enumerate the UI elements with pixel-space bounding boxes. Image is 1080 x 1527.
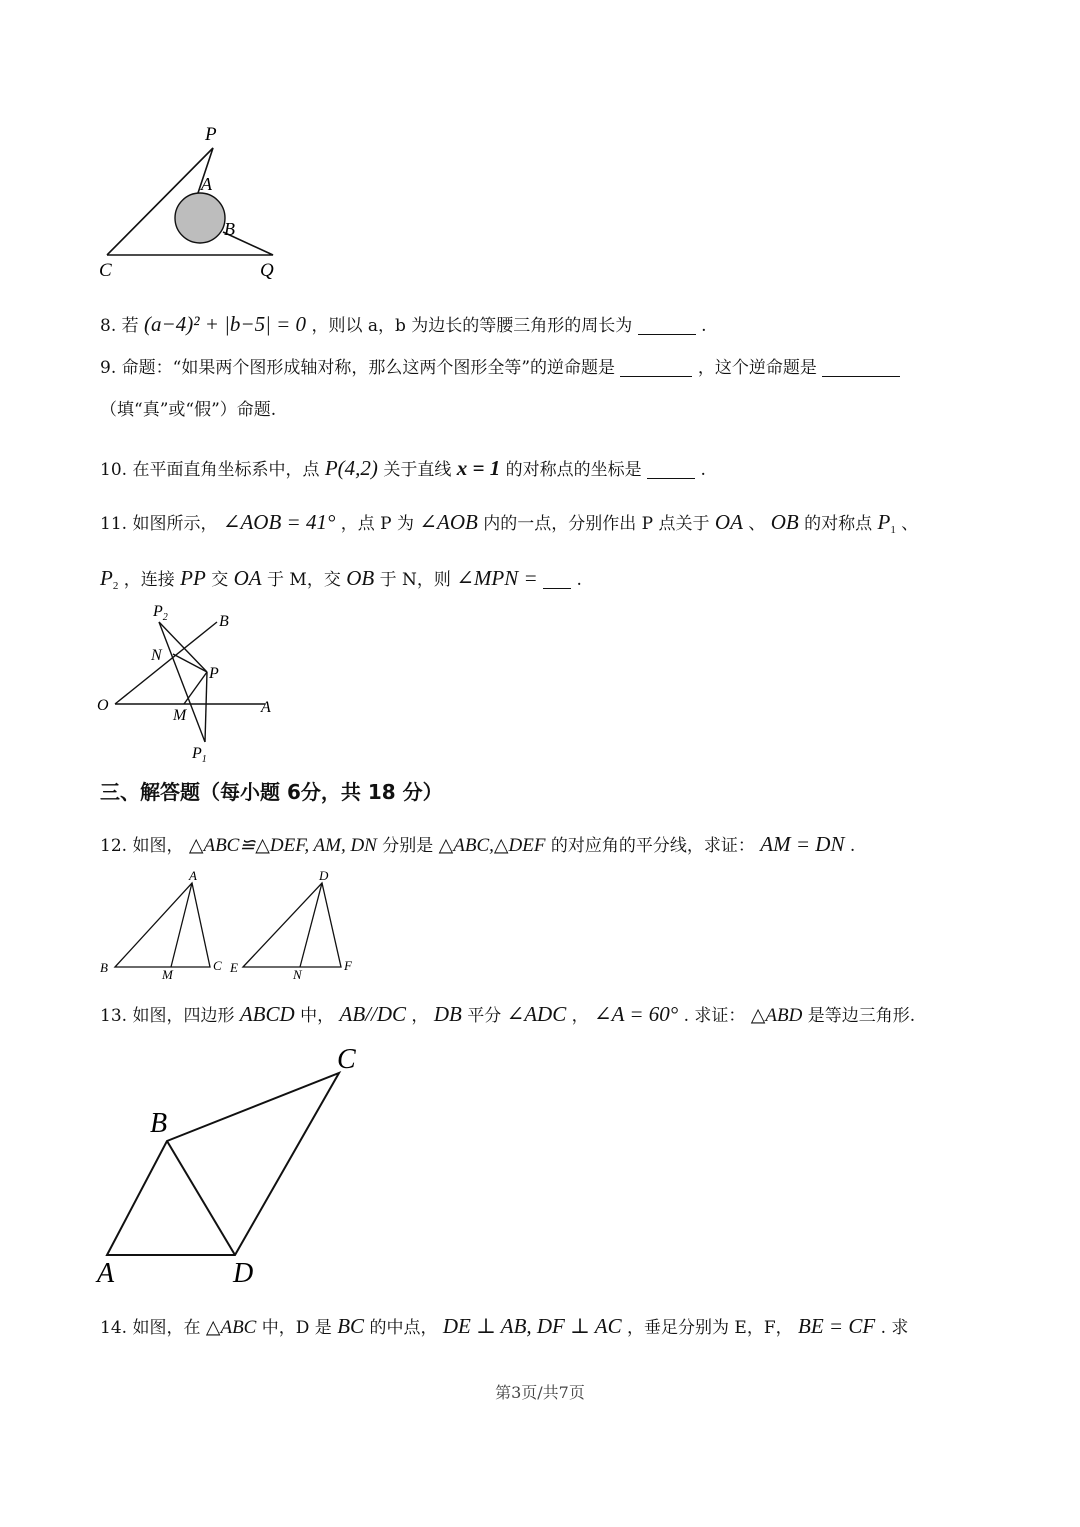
- label-m: M: [173, 707, 187, 724]
- label-a: A: [201, 174, 212, 194]
- question-14: 14. 如图，在 △ABC 中，D 是 BC 的中点， DE ⊥ AB, DF ⊥ AC ，垂足分别为 E，F， BE = CF . 求: [100, 1314, 909, 1338]
- question-9-cont: （填“真”或“假”）命题.: [100, 400, 277, 420]
- question-9: 9. 命题：“如果两个图形成轴对称，那么这两个图形全等”的逆命题是 ，这个逆命题是: [100, 354, 900, 382]
- label-n: N: [293, 967, 302, 981]
- label-e: E: [230, 960, 238, 975]
- label-a: A: [261, 699, 271, 716]
- question-11: 11. 如图所示， ∠AOB = 41° ，点 P 为 ∠AOB 内的一点，分别作出 P 点关于 OA 、 OB 的对称点 $P_1$ 、: [100, 510, 919, 536]
- q8-equation: (a−4)² + |b−5| = 0: [144, 312, 307, 336]
- answer-blank[interactable]: [543, 570, 571, 589]
- page-number: 第3页/共7页: [495, 1383, 585, 1402]
- figure-q11: [95, 600, 295, 770]
- label-c: C: [213, 958, 222, 973]
- question-12: 12. 如图， △ABC≌△DEF, AM, DN 分别是 △ABC,△DEF 的对应角的平分线，求证： AM = DN .: [100, 832, 856, 856]
- label-q: Q: [260, 260, 274, 281]
- figure-q7: [95, 120, 295, 285]
- label-c: C: [337, 1044, 356, 1075]
- label-n: N: [151, 647, 162, 664]
- label-p1: $P_1$: [192, 745, 207, 765]
- label-d: D: [319, 868, 329, 883]
- answer-blank[interactable]: [638, 316, 696, 335]
- label-p2: $P_2$: [153, 603, 168, 623]
- label-f: F: [344, 958, 352, 973]
- label-b: B: [100, 960, 108, 975]
- label-b: B: [219, 613, 229, 630]
- question-8: 8. 若 (a−4)² + |b−5| = 0 ，则以 a，b 为边长的等腰三角形的周长为 .: [100, 312, 707, 336]
- label-b: B: [150, 1108, 168, 1139]
- q10-point: P(4,2): [324, 456, 378, 480]
- label-b: B: [224, 219, 235, 239]
- figure-q12: [95, 866, 375, 981]
- label-a: A: [97, 1258, 115, 1289]
- label-a: A: [189, 868, 197, 883]
- label-m: M: [162, 967, 173, 981]
- answer-blank[interactable]: [822, 358, 900, 377]
- figure-q13: [95, 1040, 385, 1290]
- answer-blank[interactable]: [620, 358, 692, 377]
- q10-line: x = 1: [456, 456, 501, 480]
- label-p: P: [205, 124, 217, 145]
- question-10: 10. 在平面直角坐标系中，点 P(4,2) 关于直线 x = 1 的对称点的坐标是 .: [100, 456, 706, 480]
- question-11-cont: $P_2$ ，连接 PP 交 OA 于 M，交 OB 于 N，则 ∠MPN = .: [100, 566, 582, 592]
- label-o: O: [97, 697, 109, 714]
- section-heading: 三、解答题（每小题 6分，共 18 分）: [100, 780, 443, 804]
- label-p: P: [209, 665, 219, 682]
- label-c: C: [99, 260, 112, 281]
- answer-blank[interactable]: [647, 460, 695, 479]
- question-13: 13. 如图，四边形 ABCD 中， AB//DC ， DB 平分 ∠ADC ， ∠A = 60° . 求证： △ABD 是等边三角形.: [100, 1002, 916, 1026]
- label-d: D: [233, 1258, 254, 1289]
